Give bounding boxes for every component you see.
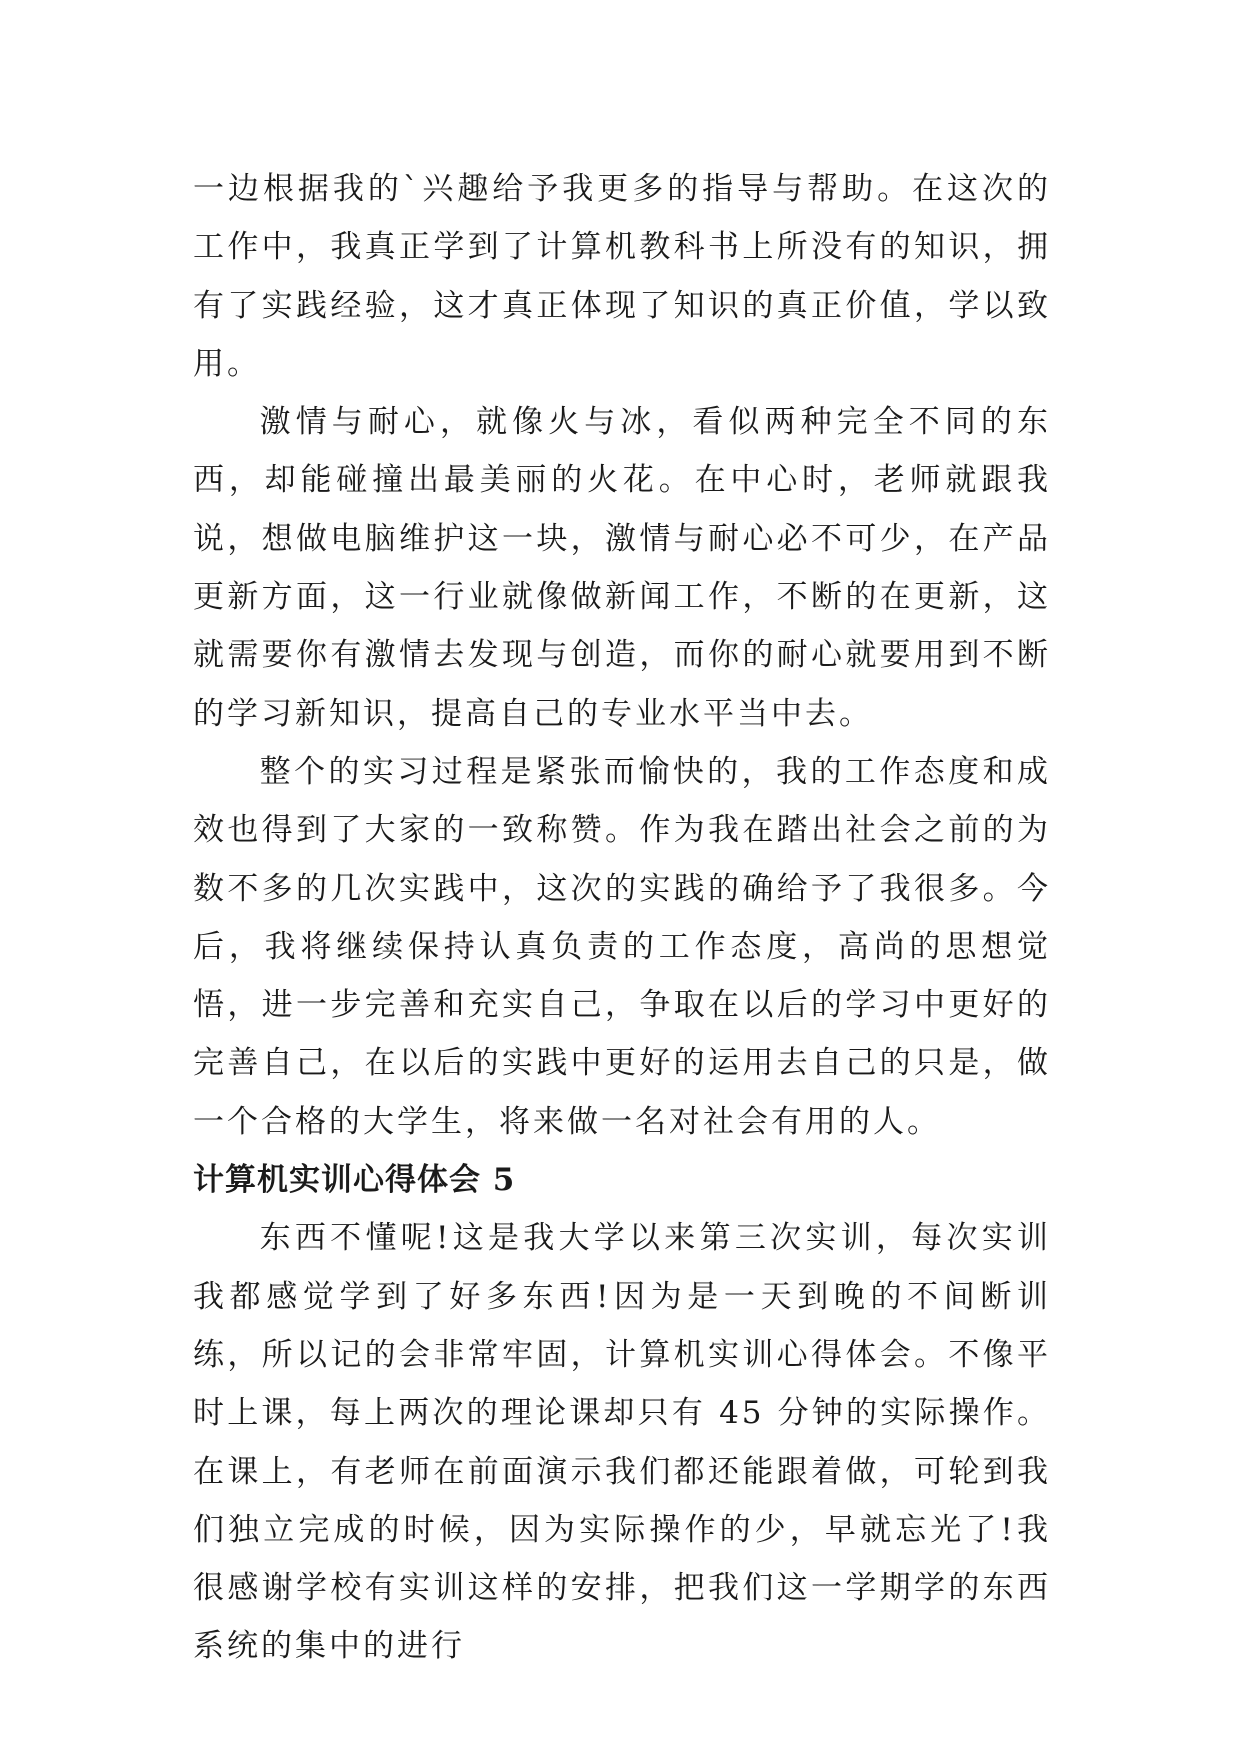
section-heading: 计算机实训心得体会 5 [193,1162,516,1199]
paragraph-internship-summary: 整个的实习过程是紧张而愉快的，我的工作态度和成效也得到了大家的一致称赞。作为我在踏出社会之前的为数不多的几次实践中，这次的实践的确给予了我很多。今后，我将继续保持认真负责的工作态度，高尚的思想觉悟，进一步完善和充实自己，争取在以后的学习中更好的完善自己，在以后的实践中更好的运用去自己的只是，做一个合格的大学生，将来做一名对社会有用的人。 [193,753,1051,1140]
document-body [193,160,1051,1676]
paragraph-training-experience: 东西不懂呢!这是我大学以来第三次实训，每次实训我都感觉学到了好多东西!因为是一天到晚的不间断训练，所以记的会非常牢固，计算机实训心得体会。不像平时上课，每上两次的理论课却只有 45 分钟的实际操作。在课上，有老师在前面演示我们都还能跟着做，可轮到我们独立完成的时候，因为实际操作的少，早就忘光了!我很感谢学校有实训这样的安排，把我们这一学期学的东西系统的集中的进行 [193,1220,1051,1665]
paragraph-passion-patience: 激情与耐心，就像火与冰，看似两种完全不同的东西，却能碰撞出最美丽的火花。在中心时，老师就跟我说，想做电脑维护这一块，激情与耐心必不可少，在产品更新方面，这一行业就像做新闻工作，不断的在更新，这就需要你有激情去发现与创造，而你的耐心就要用到不断的学习新知识，提高自己的专业水平当中去。 [193,404,1051,732]
paragraph-continuation: 一边根据我的`兴趣给予我更多的指导与帮助。在这次的工作中，我真正学到了计算机教科书上所没有的知识，拥有了实践经验，这才真正体现了知识的真正价值，学以致用。 [193,171,1051,382]
